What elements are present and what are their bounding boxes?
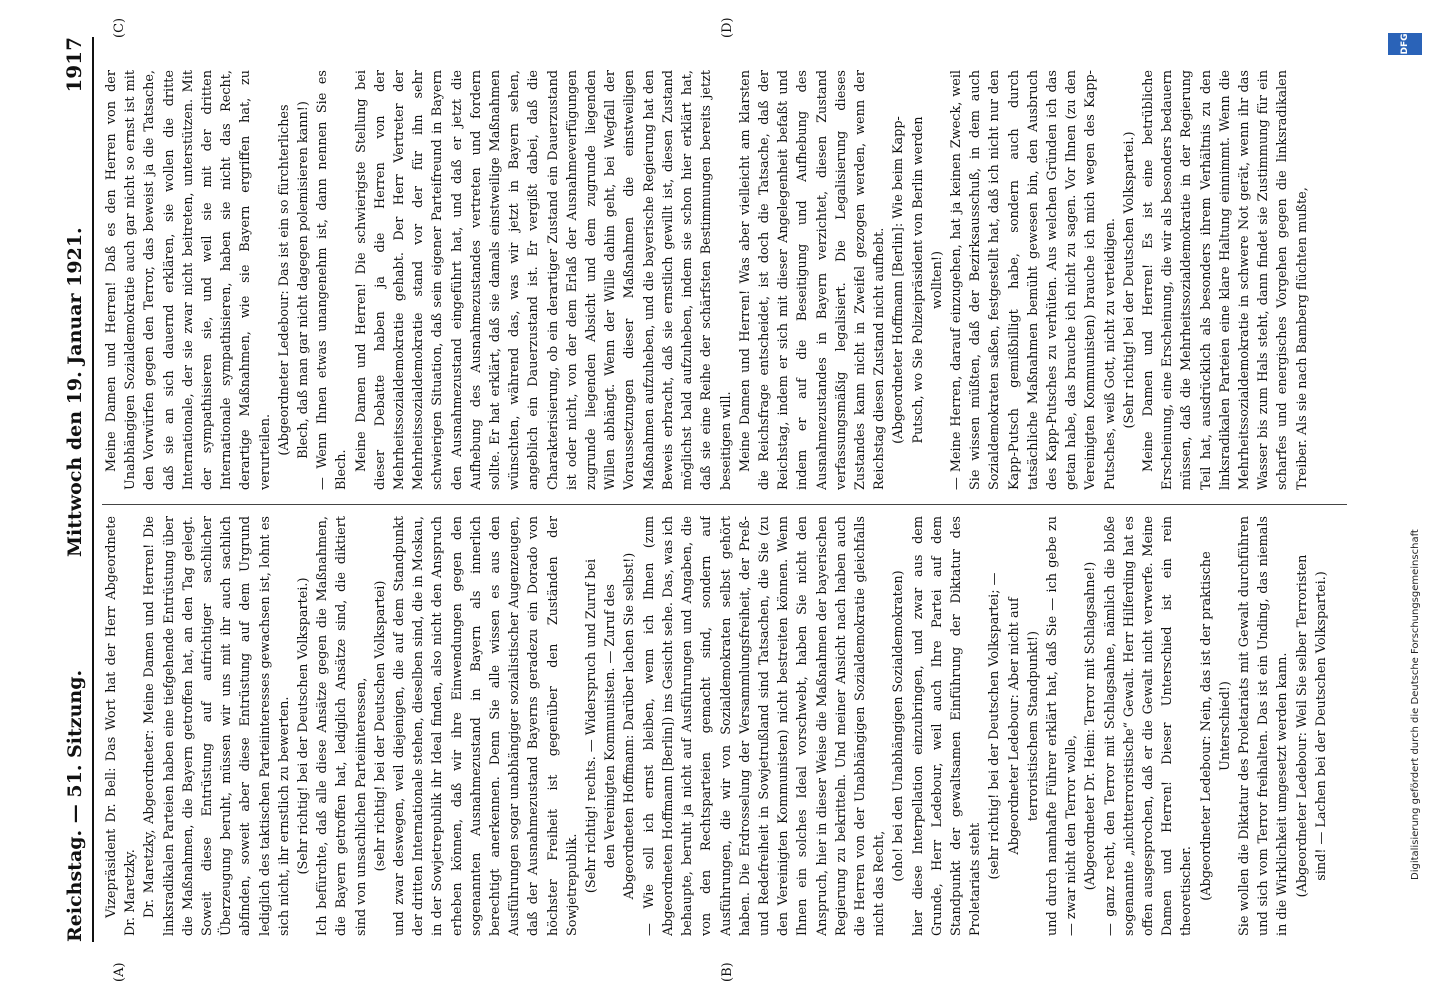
- paragraph: und zwar deswegen, weil diejenigen, die auf dem Standpunkt der dritten Internationale stehen, dieselben sind, die in Moskau, in der Sowjetrepublik ihr Ideal finden, also nicht den Anspruch erheben können, daß wir ihre Einwendungen gegen den sogenannten Ausnahmezustand in Bayern als innerlich berechtigt anerkennen. Denn Sie alle wissen es aus den Ausführungen sogar unabhängiger sozialistischer Augenzeugen, daß der Ausnahmezustand Bayerns geradezu ein Dorado von höchster Freiheit ist gegenüber den Zuständen der Sowjetrepublik.: [392, 516, 580, 936]
- paragraph: und durch namhafte Führer erklärt hat, daß Sie — ich gebe zu — zwar nicht den Terror wolle,: [1044, 516, 1080, 936]
- margin-mark-c: (C): [112, 17, 127, 38]
- interjection: (Sehr richtig! bei der Deutschen Volkspartei.): [296, 577, 312, 875]
- paragraph: Sie wollen die Diktatur des Proletariats mit Gewalt durchführen und sich vom Terror freihalten. Das ist ein Unding, das niemals in die Wirklichkeit umgesetzt werden kann.: [1236, 516, 1291, 936]
- margin-mark-a: (A): [112, 962, 127, 982]
- paragraph: — ganz recht, den Terror mit Schlagsahne, nämlich die bloße sogenannte „nichtterroristische“ Gewalt. Herr Hilferding hat es offen ausgesprochen, daß er die Gewalt nicht verwerfe. Meine Damen und Herren! Dieser Unterschied ist ein rein theoretischer.: [1102, 516, 1195, 936]
- header-date: Mittwoch den 19. Januar 1921.: [64, 227, 86, 557]
- column-divider: [102, 504, 1347, 505]
- paragraph: Meine Damen und Herren! Daß es den Herren von der Unabhängigen Sozialdemokratie auch gar nicht so ernst ist mit den Vorwürfen gegen den Terror, das beweist ja die Tatsache, daß sie an sich dauernd erklären, sie wollen die dritte Internationale, der sie zwar nicht beitreten, unterstützen. Mit der sympathisieren sie, und weil sie mit der dritten Internationale sympathisieren, haben sie nicht das Recht, derartige Maßnahmen, wie sie Bayern ergriffen hat, zu verurteilen.: [104, 70, 273, 490]
- right-column: [102, 70, 1347, 490]
- paragraph: — Meine Herren, darauf einzugehen, hat ja keinen Zweck, weil Sie wissen müßten, daß der Bezirksausschuß, in dem auch Sozialdemokraten saßen, festgestellt hat, daß ich nicht nur den Kapp-Putsch gemißbilligt habe, sondern auch durch tatsächliche Maßnahmen bemüht gewesen bin, den Ausbruch des Kapp-Putsches zu verhüten. Aus welchen Gründen ich das getan habe, das brauche ich nicht zu sagen. Vor Ihnen (zu den Vereinigten Kommunisten) brauche ich mich wegen des Kapp-Putsches, weiß Gott, nicht zu verteidigen.: [948, 70, 1118, 490]
- paragraph: — Wenn Ihnen etwas unangenehm ist, dann nennen Sie es Blech.: [315, 70, 350, 490]
- left-column: [102, 516, 1347, 936]
- paragraph: hier diese Interpellation einzubringen, und zwar aus dem Grunde, Herr Ledebour, weil auch Ihre Partei auf dem Standpunkt der gewaltsamen Einführung der Diktatur des Proletariats steht: [910, 516, 984, 936]
- paragraph: Vizepräsident Dr. Bell: Das Wort hat der Herr Abgeordnete Dr. Maretzky.: [104, 516, 139, 936]
- header-session: Reichstag. — 51. Sitzung.: [64, 669, 86, 942]
- interjection: (Abgeordneter Ledebour: Weil Sie selber Terroristen sind! — Lachen bei der Deutschen Volkspartei.): [1294, 554, 1329, 898]
- interjection: (Abgeordneter Ledebour: Nein, das ist der praktische Unterschied!): [1198, 551, 1233, 901]
- paragraph: — Wie soll ich ernst bleiben, wenn ich Ihnen (zum Abgeordneten Hoffmann [Berlin]) ins Gesicht sehe. Das, was ich behaupte, beruht ja nicht auf Ausführungen und Angaben, die von den Rechtsparteien gemacht sind, sondern auf Ausführungen, die wir von Sozialdemokraten selbst gehört haben. Die Erdrosselung der Versammlungsfreiheit, der Preß- und Redefreiheit in Sowjetrußland sind Tatsachen, die Sie (zu den Vereinigten Kommunisten) nicht bestreiten können. Wenn Ihnen ein solches Ideal vorschwebt, haben Sie nicht den Anspruch, hier in dieser Weise die Maßnahmen der bayerischen Regierung zu bekritteln. Und meiner Ansicht nach haben auch die Herren von der Unabhängigen Sozialdemokratie gleichfalls nicht das Recht,: [641, 516, 888, 936]
- interjection: (Sehr richtig! rechts. — Widerspruch und Zuruf bei den Vereinigten Kommunisten. — Zuruf des Abgeordneten Hoffmann: Darüber lachen Sie selbst!): [584, 552, 638, 900]
- page-header: [52, 37, 94, 942]
- margin-mark-d: (D): [720, 17, 735, 38]
- interjection: (Abgeordneter Hoffmann [Berlin]: Wie beim Kapp-Putsch, wo Sie Polizeipräsident von Berlin werden wollten!): [891, 116, 945, 444]
- interjection: (Abgeordneter Ledebour: Das ist ein so fürchterliches Blech, daß man gar nicht dagegen polemisieren kann!): [276, 101, 312, 459]
- digitization-credit: Digitalisierung gefördert durch die Deutsche Forschungsgemeinschaft: [1410, 529, 1421, 880]
- header-page-number: 1917: [62, 37, 86, 93]
- interjection: (sehr richtig! bei der Deutschen Volkspartei): [372, 580, 388, 872]
- paragraph: Meine Damen und Herren! Was aber vielleicht am klarsten die Reichsfrage entscheidet, ist doch die Tatsache, daß der Reichstag, indem er sich mit dieser Angelegenheit befaßt und indem er auf die Beseitigung und Aufhebung des Ausnahmezustandes in Bayern verzichtet, diesen Zustand verfassungsmäßig legalisiert. Die Legalisierung dieses Zustandes kann nicht in Zweifel gezogen werden, wenn der Reichstag diesen Zustand nicht aufhebt.: [737, 70, 888, 490]
- interjection: (Abgeordneter Dr. Heim: Terror mit Schlagsahne!): [1083, 561, 1099, 891]
- paragraph: Dr. Maretzky, Abgeordneter: Meine Damen und Herren! Die linksradikalen Parteien haben eine tiefgehende Entrüstung über die Maßnahmen, die Bayern getroffen hat, an den Tag gelegt. Soweit diese Entrüstung auf aufrichtiger sachlicher Überzeugung beruht, müssen wir uns mit ihr auch sachlich abfinden, soweit aber diese Entrüstung auf dem Urgrund lediglich des taktischen Parteiinteresses gewachsen ist, lohnt es sich nicht, ihr ernstlich zu bewerten.: [142, 516, 292, 936]
- margin-mark-b: (B): [720, 962, 735, 982]
- dfg-logo: DFG: [1388, 33, 1422, 55]
- interjection: (sehr richtig! bei der Deutschen Volkspartei; — Abgeordneter Ledebour: Aber nicht auf terroristischem Standpunkt!): [987, 572, 1041, 880]
- interjection: (oho! bei den Unabhängigen Sozialdemokraten): [891, 570, 907, 882]
- interjection: (Sehr richtig! bei der Deutschen Volkspartei.): [1121, 131, 1137, 429]
- paragraph: Meine Damen und Herren! Die schwierigste Stellung bei dieser Debatte haben ja die Herren von der Mehrheitssozialdemokratie gehabt. Der Herr Vertreter der Mehrheitssozialdemokratie stand vor der für ihn sehr schwierigen Situation, daß sein eigener Parteifreund in Bayern den Ausnahmezustand eingeführt hat, und daß er jetzt die Aufhebung des Ausnahmezustandes vertreten und fordern sollte. Er hat erklärt, daß sie damals einstweilige Maßnahmen wünschten, während das, was wir jetzt in Bayern sehen, angeblich ein Dauerzustand ist. Er vergißt dabei, daß die Charakterisierung, ob ein derartiger Zustand ein Dauerzustand ist oder nicht, von der dem Erlaß der Ausnahmeverfügungen zugrunde liegenden Absicht und dem zugrunde liegenden Willen abhängt. Wenn der Wille dahin geht, bei Wegfall der Voraussetzungen dieser Maßnahmen die einstweiligen Maßnahmen aufzuheben, und die bayerische Regierung hat den Beweis erbracht, daß sie ernstlich gewillt ist, diesen Zustand möglichst bald aufzuheben, indem sie schon hier erklärt hat, daß sie eine Reihe der schärfsten Bestimmungen bereits jetzt beseitigen will.: [353, 70, 734, 490]
- paragraph: Ich befürchte, daß alle diese Ansätze gegen die Maßnahmen, die Bayern getroffen hat, lediglich Ansätze sind, die diktiert sind von unsachlichen Parteiinteressen,: [315, 516, 369, 936]
- paragraph: Meine Damen und Herren! Es ist eine betrübliche Erscheinung, eine Erscheinung, die wir als besonders bedauern müssen, daß die Mehrheitssozialdemokratie in der Regierung Teil hat, ausdrücklich als besonders ihrem Verhältnis zu den linksradikalen Parteien eine klare Haltung einnimmt. Wenn die Mehrheitssozialdemokratie in schwere Not gerät, wenn ihr das Wasser bis zum Hals steht, dann findet sie Zustimmung für ein scharfes und energisches Vorgehen gegen die linksradikalen Treiber. Als sie nach Bamberg flüchten mußte,: [1140, 70, 1310, 490]
